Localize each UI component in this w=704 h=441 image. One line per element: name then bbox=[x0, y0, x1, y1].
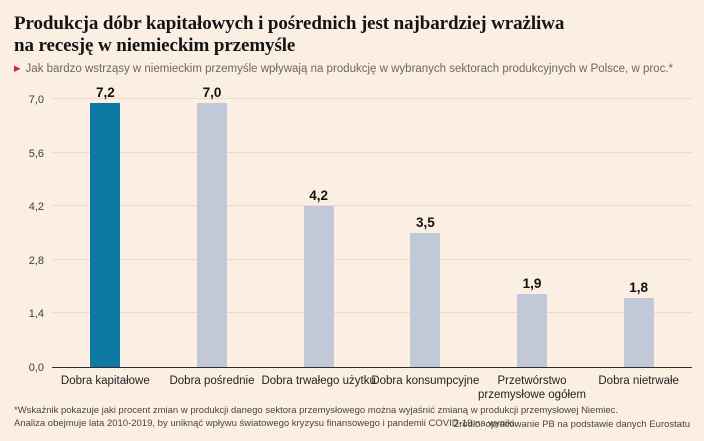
page-title-line-2: na recesję w niemieckim przemyśle bbox=[14, 34, 296, 56]
bar-column bbox=[624, 85, 654, 367]
x-axis-category-label: Dobra kapitałowe bbox=[60, 375, 150, 387]
plot-area bbox=[52, 85, 692, 368]
gridline bbox=[52, 259, 692, 260]
bar-value-label: 4,2 bbox=[309, 188, 329, 204]
bar-column bbox=[517, 85, 547, 367]
bar bbox=[197, 103, 227, 367]
bar-value-label: 3,5 bbox=[415, 214, 435, 230]
chart-subtitle-text: Jak bardzo wstrząsy w niemieckim przemyśle wpływają na produkcję w wybranych sektorach produkcyjnych w Polsce, w proc.* bbox=[25, 63, 673, 75]
bar-column bbox=[90, 85, 120, 367]
page-title bbox=[14, 13, 690, 56]
bar-value-label: 7,0 bbox=[202, 85, 222, 100]
source-credit: Źródło: opracowanie PB na podstawie danych Eurostatu bbox=[453, 419, 690, 430]
chart-subtitle bbox=[14, 62, 690, 76]
bar bbox=[410, 233, 440, 367]
header bbox=[0, 0, 704, 76]
bar-column bbox=[410, 85, 440, 367]
bar bbox=[90, 103, 120, 367]
bar bbox=[624, 298, 654, 367]
x-axis-category-label: Dobra pośrednie bbox=[169, 375, 255, 387]
footnote-line-1: *Wskaźnik pokazuje jaki procent zmian w produkcji danego sektora przemysłowego można wyjaśnić zmianą w produkcji przemysłowej Niemiec. bbox=[14, 405, 619, 416]
footnote-line-2: Analiza obejmuje lata 2010-2019, by uniknąć wpływu światowego kryzysu finansowego i pandemii COVID-19 na wyniki. bbox=[14, 418, 517, 429]
x-axis-category-label: Dobra nietrwałe bbox=[598, 375, 679, 387]
bar-column bbox=[304, 85, 334, 367]
bar-value-label: 1,8 bbox=[629, 280, 649, 296]
y-axis-tick-label: 4,2 bbox=[28, 201, 44, 214]
gridline bbox=[52, 312, 692, 313]
page-title-line-1: Produkcja dóbr kapitałowych i pośrednich jest najbardziej wrażliwa bbox=[14, 13, 565, 34]
gridline bbox=[52, 205, 692, 206]
y-axis-tick-label: 2,8 bbox=[28, 254, 44, 267]
bar-value-label: 7,2 bbox=[95, 85, 115, 100]
x-axis-category-label: Dobra trwałego użytku bbox=[261, 375, 376, 387]
y-axis-tick-label: 0,0 bbox=[28, 362, 44, 374]
y-axis-tick-label: 5,6 bbox=[28, 147, 44, 160]
gridline bbox=[52, 152, 692, 153]
gridline bbox=[52, 98, 692, 99]
x-axis-category-label: Dobra konsumpcyjne bbox=[371, 375, 480, 387]
y-axis-tick-label: 1,4 bbox=[28, 308, 44, 321]
y-axis-tick-label: 7,0 bbox=[28, 93, 44, 106]
bar-chart bbox=[12, 85, 692, 401]
bar bbox=[517, 294, 547, 367]
x-axis-category-label: Przetwórstwo przemysłowe ogółem bbox=[477, 375, 586, 401]
bar-value-label: 1,9 bbox=[522, 276, 542, 292]
bar bbox=[304, 206, 334, 367]
bar-column bbox=[197, 85, 227, 367]
footer bbox=[14, 404, 690, 430]
triangle-bullet-icon: ▶ bbox=[14, 63, 21, 73]
